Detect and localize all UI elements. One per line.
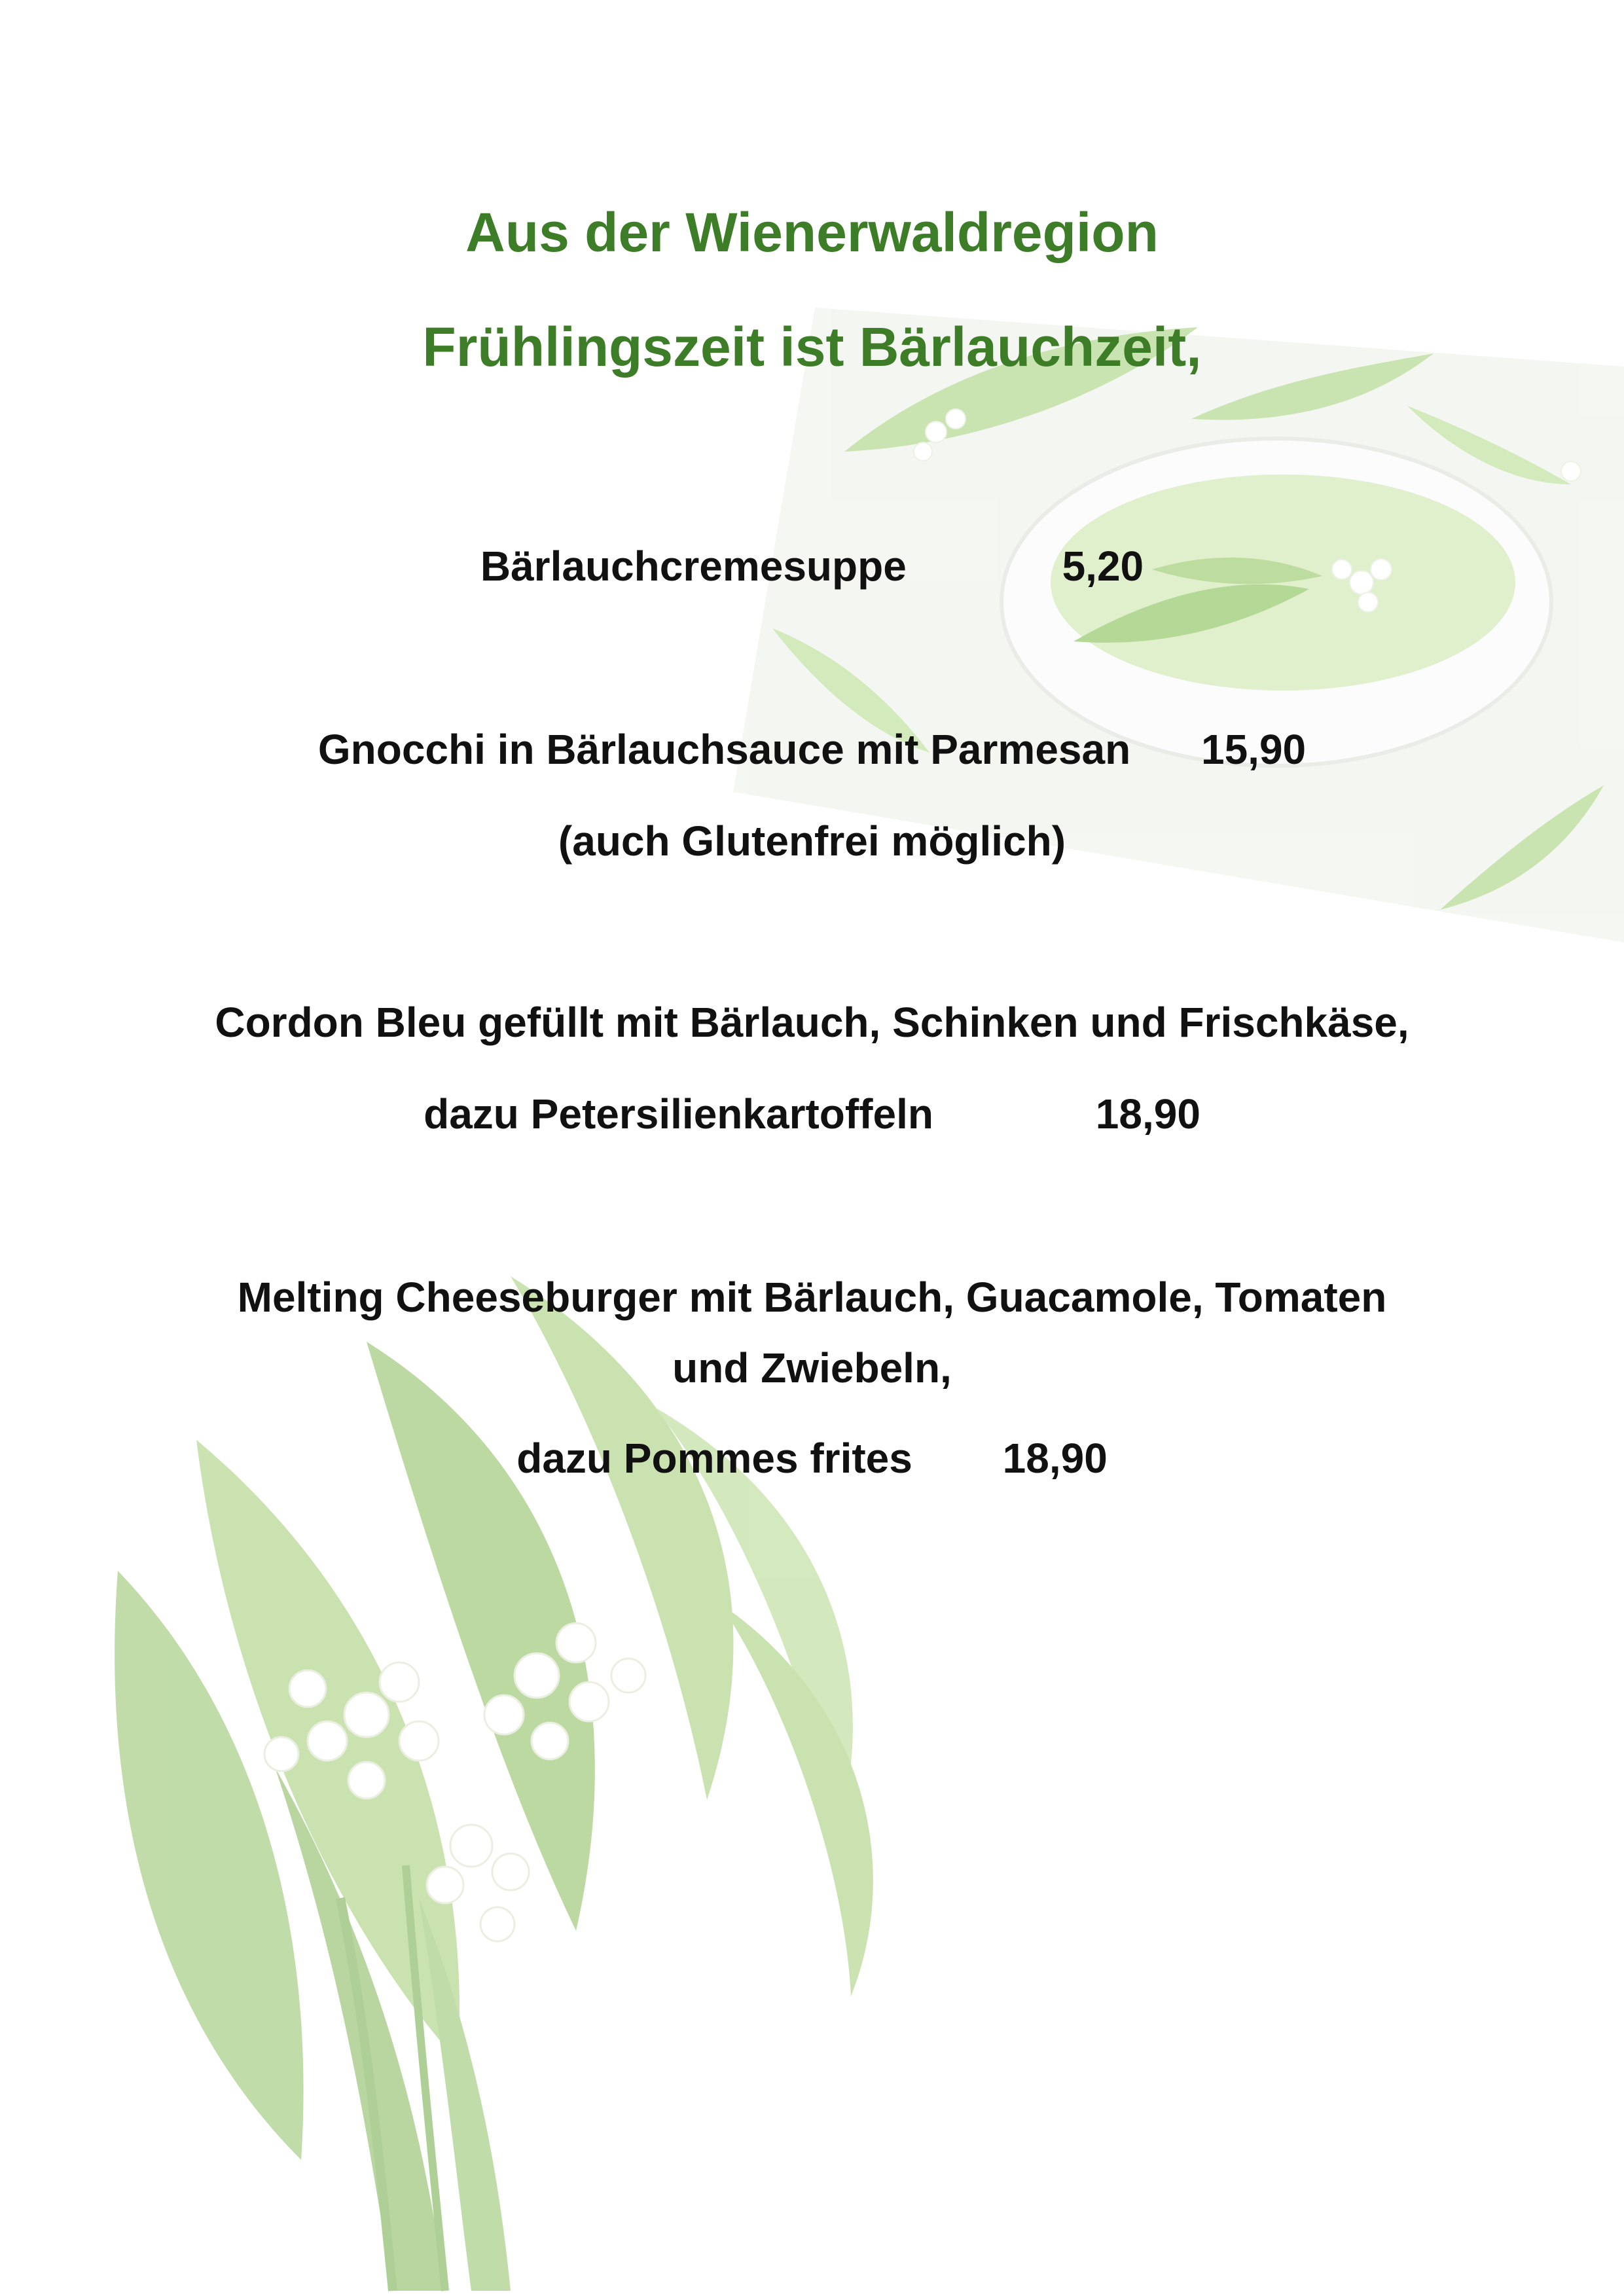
menu-item-cordon-bleu: Cordon Bleu gefüllt mit Bärlauch, Schinken und Frischkäse,	[215, 999, 1409, 1046]
menu-item-cheeseburger-side	[0, 1432, 1624, 1484]
item-name: dazu Petersilienkartoffeln	[424, 1090, 933, 1138]
menu-item-cordon-bleu-side	[0, 1088, 1624, 1140]
menu-item-gnocchi	[0, 723, 1624, 776]
item-price: 5,20	[1062, 543, 1144, 590]
menu-item-cheeseburger: Melting Cheeseburger mit Bärlauch, Guacamole, Tomaten	[237, 1274, 1387, 1321]
item-name: dazu Pommes frites	[516, 1435, 912, 1482]
heading-region: Aus der Wienerwaldregion	[465, 202, 1159, 263]
item-price: 15,90	[1200, 726, 1307, 773]
item-name: Bärlauchcremesuppe	[480, 543, 907, 590]
menu-item-soup	[0, 540, 1624, 592]
menu-item-gnocchi-note: (auch Glutenfrei möglich)	[558, 817, 1066, 865]
item-price: 18,90	[1002, 1435, 1108, 1482]
heading-season: Frühlingszeit ist Bärlauchzeit,	[422, 316, 1202, 378]
menu-item-cheeseburger-line2: und Zwiebeln,	[672, 1344, 952, 1391]
item-name: Gnocchi in Bärlauchsauce mit Parmesan	[317, 726, 1131, 773]
item-price: 18,90	[1095, 1090, 1200, 1138]
